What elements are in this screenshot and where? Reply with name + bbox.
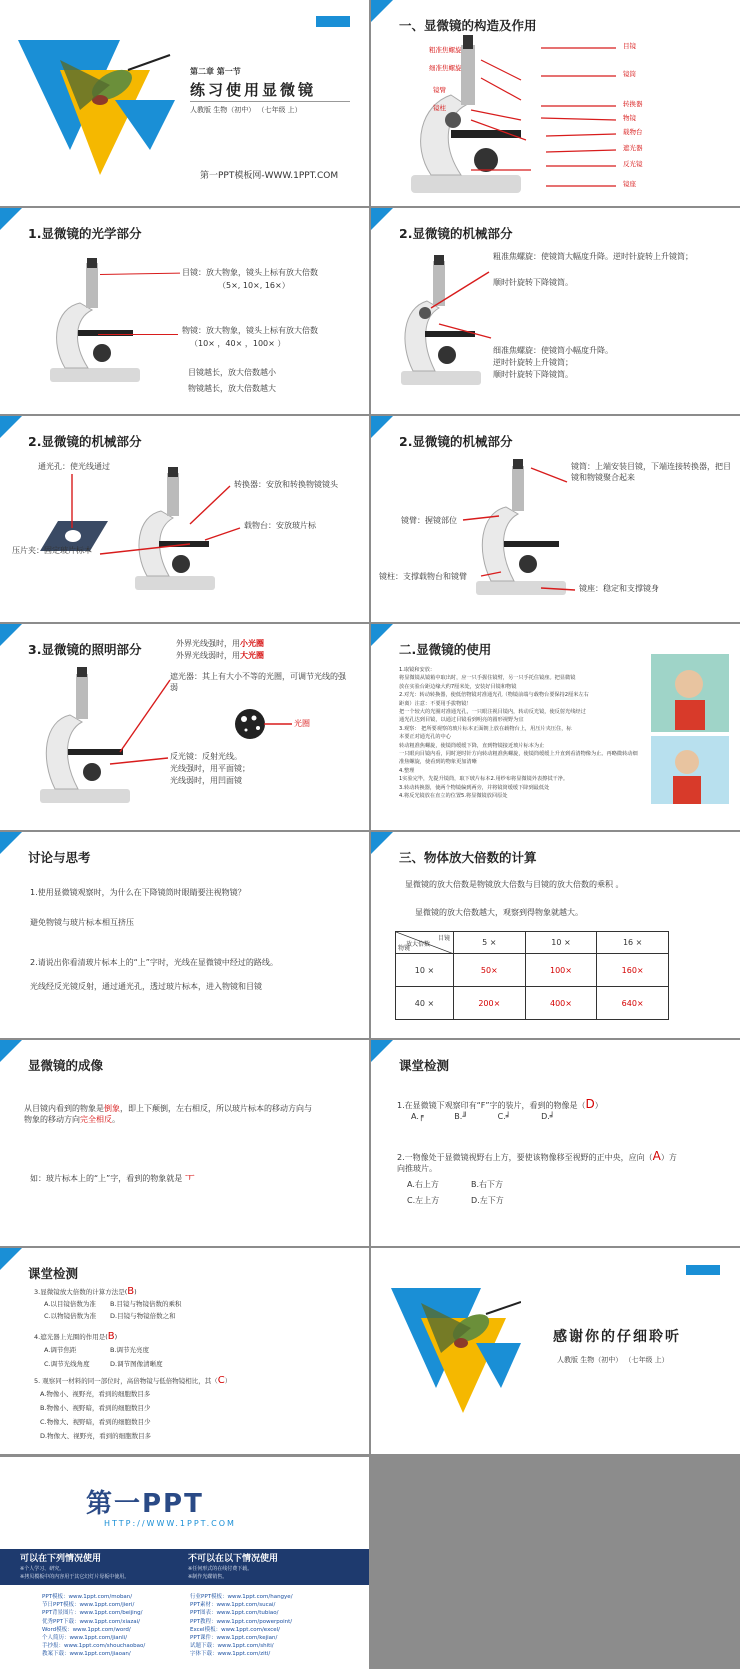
label-arm: 镜臂 — [433, 86, 446, 94]
slide-title: 2.显微镜的机械部分 — [399, 226, 513, 241]
usage-line: 1实验完毕，先提升镜筒，取下玻片标本2.用纱布将显微镜外表擦拭干净。 — [399, 776, 569, 783]
magnification-table — [395, 931, 669, 1020]
clip-text: 压片夹：固定玻片标本 — [12, 546, 92, 555]
eyepiece-values: （5×, 10×, 16×） — [218, 281, 290, 290]
corner-triangle — [0, 208, 22, 230]
footer-link[interactable]: PPT背景图片：www.1ppt.com/beijing/ — [42, 1610, 143, 1617]
label-tube: 镜筒 — [623, 70, 636, 78]
quiz-question-5: 5. 观察同一材料的同一部位时，高倍物镜与低倍物镜相比，其（C） — [34, 1375, 232, 1386]
footer-link[interactable]: 优秀PPT下载：www.1ppt.com/xiazai/ — [42, 1618, 141, 1625]
weak-light-text: 外界光线弱时，用大光圈 — [176, 651, 264, 660]
slide-info[interactable] — [0, 1457, 369, 1669]
question-2: 2.请说出你看清玻片标本上的“上”字时，光线在显微镜中经过的路线。 — [30, 958, 278, 967]
usage-line: 距离）注意：不要用手拔物镜！ — [399, 700, 472, 707]
arm-text: 镜臂：握镜部位 — [401, 516, 457, 525]
strong-light-text: 外界光线强时，用小光圈 — [176, 639, 264, 648]
slide-title: 一、显微镜的构造及作用 — [399, 18, 537, 33]
tube-text: 镜筒：上端安装目镜，下端连接转换器，把目镜和物镜聚合起来 — [571, 462, 731, 482]
label-mirror: 反光镜 — [623, 160, 643, 168]
thanks-subtitle: 人教版 生物（初中） （七年级 上） — [557, 1356, 669, 1364]
usage-line: 一只眼向目镜内看，同时逆时针方向转动粗准焦螺旋，使镜筒缓缓上升直到看清物像为止。再略微转动细 — [399, 751, 638, 758]
quiz-option: C.物像大、视野暗，看到的细胞数目少 — [40, 1418, 151, 1426]
stage-diagram — [0, 416, 369, 622]
usage-line: 把一个较大的光圈对准通光孔，一只眼注视目镜内，转动反光镜，使反射光线经过 — [399, 709, 586, 716]
slide-quiz-2[interactable] — [0, 1248, 369, 1454]
corner-triangle — [0, 1248, 22, 1270]
quiz-option: B.物像小、视野暗，看到的细胞数目少 — [40, 1404, 151, 1412]
slide-mechanical-stage[interactable] — [0, 416, 369, 622]
col-header: 10 × — [525, 932, 597, 954]
footer-link[interactable]: PPT模板：www.1ppt.com/moban/ — [42, 1594, 133, 1600]
slide-mechanical-body[interactable] — [371, 416, 740, 622]
cannot-use-2: ※制作光碟销售。 — [188, 1574, 228, 1580]
slide-thanks[interactable] — [371, 1248, 740, 1454]
footer-link[interactable]: 行业PPT模板：www.1ppt.com/hangye/ — [190, 1594, 293, 1600]
info-banner — [0, 1549, 369, 1585]
pointer-lines — [371, 0, 740, 206]
corner-triangle — [0, 832, 22, 854]
usage-line: 转动粗准焦螺旋，使镜筒缓缓下降，直到物镜接近玻片标本为止 — [399, 742, 545, 749]
note-objective: 物镜越长，放大倍数越大 — [188, 384, 276, 393]
quiz-options-1: A.╒ B.╜ C.╛ D.╛ — [411, 1112, 555, 1121]
mirror-text: 反光镜：反射光线。 — [170, 752, 242, 761]
answer-1: 避免物镜与玻片标本相互挤压 — [30, 918, 134, 927]
slide-mechanical-focus[interactable] — [371, 208, 740, 414]
quiz-option: A.右上方 — [407, 1180, 439, 1189]
usage-line: 准焦螺旋，使看到的物象更加清晰 — [399, 759, 477, 766]
fine-focus-text-2: 逆时针旋转上升镜筒； — [493, 358, 573, 367]
label-eyepiece: 目镜 — [623, 42, 636, 50]
footer-link[interactable]: 教案下载：www.1ppt.com/jiaoan/ — [42, 1651, 131, 1658]
quiz-question-1: 1.在显微镜下观察印有“F”字的装片，看到的物像是（D） — [397, 1097, 603, 1111]
quiz-option: B.调节光亮度 — [110, 1346, 150, 1354]
footer-link[interactable]: 试题下载：www.1ppt.com/shiti/ — [190, 1643, 274, 1650]
eyepiece-text: 目镜：放大物象，镜头上标有放大倍数 — [182, 268, 318, 277]
quiz-option: C.调节光线角度 — [44, 1360, 90, 1368]
microscope-image — [40, 258, 150, 388]
corner-triangle — [371, 1040, 393, 1062]
footer-link[interactable]: Excel模板：www.1ppt.com/excel/ — [190, 1626, 281, 1633]
mirror-text-3: 光线弱时，用凹面镜 — [170, 776, 242, 785]
slide-title: 显微镜的成像 — [28, 1058, 104, 1073]
slide-discussion[interactable] — [0, 832, 369, 1038]
usage-line: 将显微镜从镜箱中取出时，应一只手握住镜臂，另一只手托住镜座。把显微镜 — [399, 675, 576, 682]
quiz-option: A.物像小、视野亮，看到的细胞数目多 — [40, 1390, 151, 1398]
slide-imaging[interactable] — [0, 1040, 369, 1246]
can-use-1: ※个人学习、研究。 — [20, 1566, 65, 1572]
table-cell: 100× — [525, 954, 597, 987]
slide-title: 1.显微镜的光学部分 — [28, 226, 142, 241]
pointer-lines — [371, 208, 740, 414]
slide-structure[interactable] — [371, 0, 740, 206]
quiz-option: D.物像大、视野亮，看到的细胞数目多 — [40, 1432, 152, 1440]
slide-title: 3.显微镜的照明部分 — [28, 642, 142, 657]
nosepiece-text: 转换器：安放和转换物镜镜头 — [234, 480, 338, 489]
magnification-rule: 显微镜的放大倍数是物镜放大倍数与目镜的放大倍数的乘积 。 — [405, 880, 624, 889]
slide-lighting[interactable] — [0, 624, 369, 830]
magnification-note: 显微镜的放大倍数越大，观察到得物象就越大。 — [415, 908, 583, 917]
footer-link[interactable]: 个人简历：www.1ppt.com/jianli/ — [42, 1635, 128, 1642]
chapter-label: 第二章 第一节 — [190, 67, 241, 76]
usage-line: 本要正对通光孔的中心 — [399, 734, 451, 741]
hole-text: 通光孔：使光线通过 — [38, 462, 110, 471]
base-text: 镜座：稳定和支撑镜身 — [579, 584, 659, 593]
label-stage: 载物台 — [623, 128, 643, 136]
usage-line: 2.对光：转动转换器，使低倍物镜对准通光孔（物镜前端与载物台要保持2厘米左右 — [399, 692, 589, 699]
usage-line: 通光孔达到目镜，以通过目镜看到明亮的圆形视野为宜 — [399, 717, 524, 724]
links-left — [42, 1593, 145, 1659]
slide-cover[interactable] — [0, 0, 369, 206]
cover-subtitle: 人教版 生物（初中） （七年级 上） — [190, 106, 302, 114]
slide-quiz-1[interactable] — [371, 1040, 740, 1246]
fine-focus-text: 细准焦螺旋：使镜筒小幅度升降。 — [493, 346, 613, 355]
note-eyepiece: 目镜越长，放大倍数越小 — [188, 368, 276, 377]
coarse-focus-text-2: 顺时针旋转下降镜筒。 — [493, 278, 573, 287]
usage-line: 1.取镜和安放： — [399, 667, 436, 673]
blue-bar — [686, 1265, 720, 1275]
stage-text: 载物台：安放玻片标 — [244, 521, 316, 530]
quiz-option: A.调节焦距 — [44, 1346, 77, 1354]
row-header: 10 × — [396, 954, 454, 987]
quiz-option: B.目镜与物镜倍数的乘积 — [110, 1300, 182, 1308]
question-1: 1.使用显微镜观察时，为什么在下降镜筒时眼睛要注视物镜？ — [30, 888, 246, 897]
answer-2: 光线经反光镜反射，通过通光孔，透过玻片标本，进入物镜和目镜 — [30, 982, 262, 991]
links-right — [190, 1593, 293, 1659]
slide-title: 2.显微镜的机械部分 — [28, 434, 142, 449]
table-cell: 50× — [454, 954, 526, 987]
logo-text: 第一PPT — [86, 1489, 204, 1519]
footer-link[interactable]: 节日PPT模板：www.1ppt.com/jieri/ — [42, 1602, 135, 1609]
slide-title: 课堂检测 — [28, 1266, 79, 1281]
objective-values: （10× ，40× ，100× ） — [190, 339, 286, 348]
footer-link[interactable]: Word模板：www.1ppt.com/word/ — [42, 1626, 131, 1633]
can-use-2: ※拷贝模板中的内容用于其它幻灯片母板中使用。 — [20, 1574, 130, 1580]
hummingbird-graphic — [371, 1248, 521, 1454]
footer-link[interactable]: 字体下载：www.1ppt.com/ziti/ — [190, 1651, 271, 1658]
pointer-objective — [98, 334, 178, 335]
table-corner-cell: 目镜 放大倍数 物镜 — [396, 932, 454, 954]
table-cell: 400× — [525, 987, 597, 1020]
can-use-title: 可以在下列情况使用 — [20, 1554, 102, 1564]
quiz-question-3: 3.显微镜放大倍数的计算方法是(B) — [34, 1286, 137, 1297]
quiz-option: D.目镜与物镜倍数之和 — [110, 1312, 176, 1320]
quiz-option: C.以物镜倍数为准 — [44, 1312, 97, 1320]
label-pillar: 镜柱 — [433, 104, 446, 112]
mirror-text-2: 光线强时，用平面镜； — [170, 764, 250, 773]
table-cell: 160× — [597, 954, 669, 987]
footer-link[interactable]: PPT教程：www.1ppt.com/powerpoint/ — [190, 1618, 293, 1625]
objective-text: 物镜：放大物象，镜头上标有放大倍数 — [182, 326, 318, 335]
logo-url: HTTP://WWW.1PPT.COM — [104, 1519, 236, 1528]
quiz-question-2: 2.一物像处于显微镜视野右上方，要使该物像移至视野的正中央，应向（A）方 向推玻片。 — [397, 1149, 677, 1174]
usage-line: 放在实验台距边缘大约7厘米处，安装好目镜和物镜 — [399, 683, 517, 690]
quiz-question-4: 4.遮光器上光圈的作用是(B) — [34, 1331, 118, 1342]
usage-line: 3.观察： 把所要观察的玻片标本正面朝上放在载物台上，用压片夹压住，标 — [399, 725, 572, 732]
col-header: 5 × — [454, 932, 526, 954]
usage-line: 4.整理 — [399, 767, 415, 774]
cannot-use-title: 不可以在以下情况使用 — [188, 1554, 279, 1564]
footer-link[interactable]: PPT课件：www.1ppt.com/kejian/ — [190, 1635, 278, 1642]
slide-usage[interactable] — [371, 624, 740, 830]
imaging-example: 如：玻片标本上的“上”字，看到的物象就是 ㅜ — [30, 1173, 195, 1184]
quiz-option: D.调节图像清晰度 — [110, 1360, 163, 1368]
cover-title: 练习使用显微镜 — [190, 81, 317, 99]
slide-title: 2.显微镜的机械部分 — [399, 434, 513, 449]
coarse-focus-text: 粗准焦螺旋：使镜筒大幅度升降。逆时针旋转上升镜筒； — [493, 252, 693, 261]
site-label: 第一PPT模板网-WWW.1PPT.COM — [200, 171, 339, 181]
label-base: 镜座 — [623, 180, 636, 188]
slide-title: 课堂检测 — [399, 1058, 450, 1073]
label-fine-focus: 细准焦螺旋 — [429, 64, 462, 72]
imaging-paragraph: 从目镜内看到的物象是倒象，即上下颠倒，左右相反，所以玻片标本的移动方向与 物象的移动方向完全相反。 — [24, 1104, 312, 1124]
footer-link[interactable]: PPT图表：www.1ppt.com/tubiao/ — [190, 1610, 279, 1617]
slide-title: 二.显微镜的使用 — [399, 642, 492, 657]
blue-bar — [316, 16, 350, 27]
quiz-option: A.以目镜倍数为准 — [44, 1300, 96, 1308]
usage-steps — [399, 666, 638, 801]
label-nosepiece: 转换器 — [623, 100, 643, 108]
label-coarse-focus: 粗准焦螺旋 — [429, 46, 462, 54]
pillar-text: 镜柱：支撑载物台和镜臂 — [379, 572, 467, 581]
quiz-option: D.左下方 — [471, 1196, 504, 1205]
label-objective: 物镜 — [623, 114, 636, 122]
hummingbird-graphic — [0, 0, 180, 206]
slide-title: 讨论与思考 — [28, 850, 91, 865]
table-cell: 200× — [454, 987, 526, 1020]
slide-optics[interactable] — [0, 208, 369, 414]
corner-triangle — [371, 624, 393, 646]
thanks-title: 感谢你的仔细聆听 — [553, 1329, 681, 1345]
col-header: 16 × — [597, 932, 669, 954]
title-rule — [190, 101, 350, 102]
cannot-use-1: ※任何形式的在线付费下载。 — [188, 1566, 253, 1572]
slide-title: 三、物体放大倍数的计算 — [399, 850, 537, 865]
row-header: 40 × — [396, 987, 454, 1020]
quiz-option: C.左上方 — [407, 1196, 440, 1205]
diaphragm-text: 遮光器：其上有大小不等的光圈，可调节光线的强弱 — [170, 672, 346, 692]
slide-magnification[interactable] — [371, 832, 740, 1038]
corner-triangle — [371, 832, 393, 854]
fine-focus-text-3: 顺时针旋转下降镜筒。 — [493, 370, 573, 379]
quiz-option: B.右下方 — [471, 1180, 504, 1189]
footer-link[interactable]: PPT素材：www.1ppt.com/sucai/ — [190, 1602, 276, 1609]
corner-triangle — [0, 1040, 22, 1062]
usage-line: 3.转动转换器，使两个物镜偏到两旁，并将镜筒缓缓下降到最低处 — [399, 784, 550, 791]
table-cell: 640× — [597, 987, 669, 1020]
label-diaphragm: 遮光器 — [623, 144, 643, 152]
aperture-label: 光圈 — [294, 719, 310, 728]
footer-link[interactable]: 手抄报：www.1ppt.com/shouchaobao/ — [42, 1643, 146, 1650]
student-photos — [651, 654, 731, 804]
usage-line: 4.将反光镜放在直立的位置5.将显微镜放回原处 — [399, 793, 508, 800]
